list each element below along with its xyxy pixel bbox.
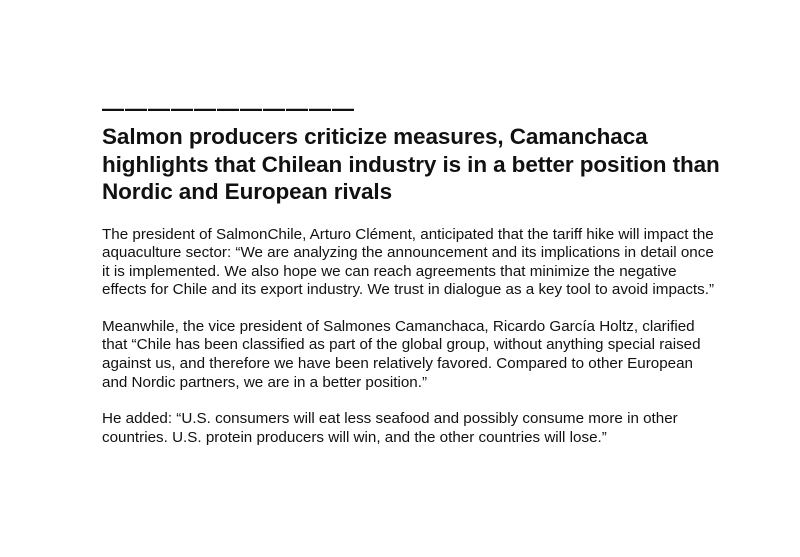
article-paragraph-2: Meanwhile, the vice president of Salmones Camanchaca, Ricardo García Holtz, clarified that “Chile has been classified as part of the global group, without anything special raised against us, and therefore we have been relatively favored. Compared to other European and Nordic partners, we are in a better position.” — [102, 317, 701, 391]
article-headline: Salmon producers criticize measures, Camanchaca highlights that Chilean industry is in a better position than Nordic and European rivals — [102, 124, 720, 204]
article-paragraph-1: The president of SalmonChile, Arturo Clément, anticipated that the tariff hike will impact the aquaculture sector: “We are analyzing the announcement and its implications in detail once it is implemented. We also hope we can reach agreements that minimize the negative effects for Chile and its export industry. We trust in dialogue as a key tool to avoid impacts.” — [102, 225, 715, 299]
article-paragraph-3: He added: “U.S. consumers will eat less seafood and possibly consume more in other countries. U.S. protein producers will win, and the other countries will lose.” — [102, 410, 678, 446]
article — [102, 98, 722, 465]
headline-rule: ——————————— — [102, 96, 355, 121]
